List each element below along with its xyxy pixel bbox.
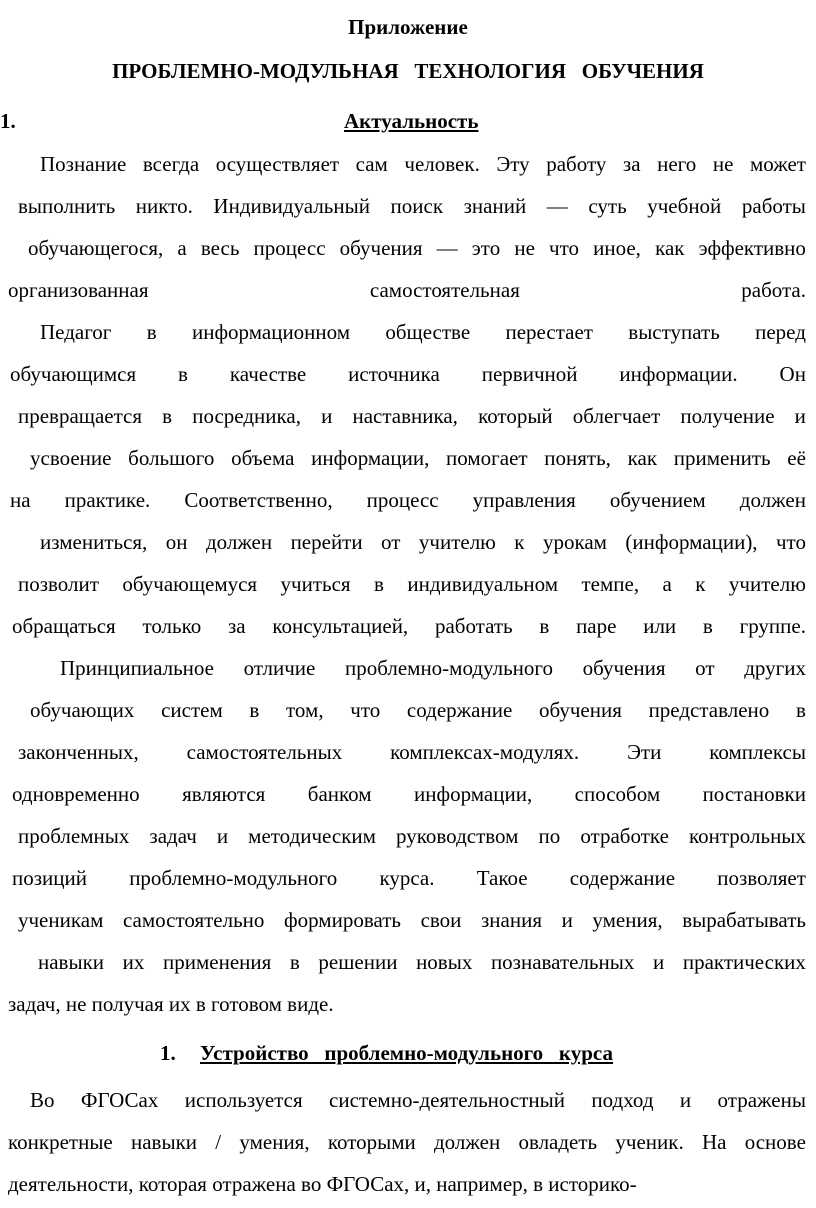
- p1-line-4: организованная самостоятельная работа.: [8, 278, 806, 302]
- p3-line-2: обучающих систем в том, что содержание обучения представлено в: [30, 698, 806, 722]
- appendix-label: Приложение: [348, 15, 468, 39]
- main-title: ПРОБЛЕМНО-МОДУЛЬНАЯ ТЕХНОЛОГИЯ ОБУЧЕНИЯ: [112, 59, 704, 83]
- p2-line-2: обучающимся в качестве источника первичной информации. Он: [10, 362, 806, 386]
- p2-line-7: позволит обучающемуся учиться в индивидуальном темпе, а к учителю: [18, 572, 806, 596]
- p4-line-1: Во ФГОСах используется системно-деятельностный подход и отражены: [30, 1088, 806, 1112]
- section1-title: Актуальность: [344, 109, 479, 133]
- section2-title: Устройство проблемно-модульного курса: [200, 1041, 613, 1065]
- section2-number: 1.: [160, 1041, 176, 1065]
- p3-line-3: законченных, самостоятельных комплексах-модулях. Эти комплексы: [18, 740, 806, 764]
- p4-line-3: деятельности, которая отражена во ФГОСах, и, например, в историко-: [8, 1172, 637, 1196]
- p3-line-1: Принципиальное отличие проблемно-модульного обучения от других: [60, 656, 806, 680]
- p3-line-6: позиций проблемно-модульного курса. Такое содержание позволяет: [12, 866, 806, 890]
- p1-line-3: обучающегося, а весь процесс обучения — это не что иное, как эффективно: [28, 236, 806, 260]
- p2-line-5: на практике. Соответственно, процесс управления обучением должен: [10, 488, 806, 512]
- p1-line-1: Познание всегда осуществляет сам человек. Эту работу за него не может: [40, 152, 806, 176]
- p2-line-3: превращается в посредника, и наставника, который облегчает получение и: [18, 404, 806, 428]
- p2-line-6: измениться, он должен перейти от учителю к урокам (информации), что: [40, 530, 806, 554]
- p2-line-8: обращаться только за консультацией, работать в паре или в группе.: [12, 614, 806, 638]
- p3-line-9: задач, не получая их в готовом виде.: [8, 992, 334, 1016]
- p3-line-4: одновременно являются банком информации, способом постановки: [12, 782, 806, 806]
- p3-line-8: навыки их применения в решении новых познавательных и практических: [38, 950, 806, 974]
- p3-line-5: проблемных задач и методическим руководством по отработке контрольных: [18, 824, 806, 848]
- section1-number: 1.: [0, 109, 16, 133]
- p4-line-2: конкретные навыки / умения, которыми должен овладеть ученик. На основе: [8, 1130, 806, 1154]
- p1-line-2: выполнить никто. Индивидуальный поиск знаний — суть учебной работы: [18, 194, 806, 218]
- p2-line-4: усвоение большого объема информации, помогает понять, как применить её: [30, 446, 806, 470]
- p3-line-7: ученикам самостоятельно формировать свои знания и умения, вырабатывать: [18, 908, 806, 932]
- p2-line-1: Педагог в информационном обществе перестает выступать перед: [40, 320, 806, 344]
